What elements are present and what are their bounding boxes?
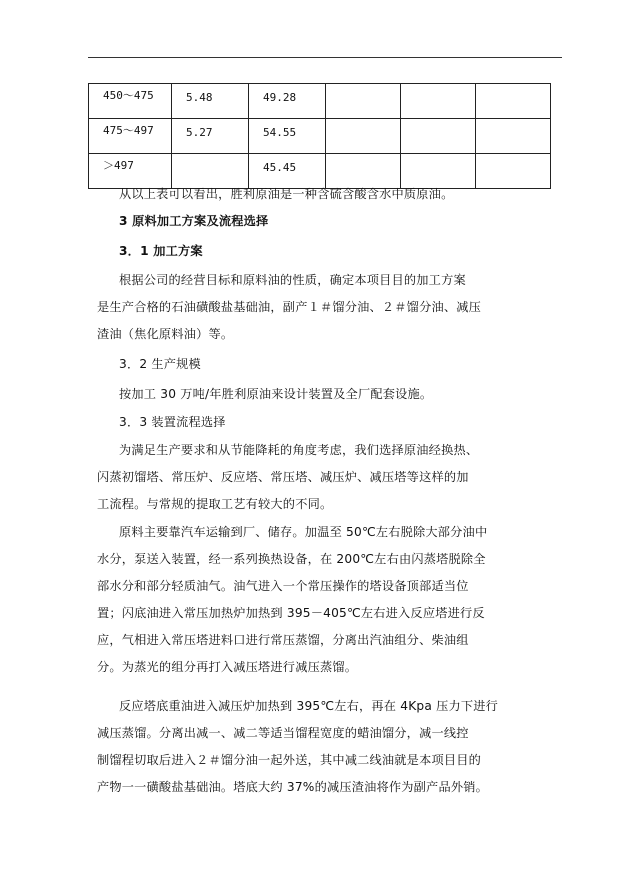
cell-text: 5.48	[186, 90, 213, 104]
table-cell	[326, 119, 401, 154]
heading-text: 3．1 加工方案	[119, 244, 203, 258]
text-line: 反应塔底重油进入减压炉加热到 395℃左右，再在 4Kpa 压力下进行	[119, 699, 499, 713]
cell-text: 5.27	[186, 125, 213, 139]
cell-text: 49.28	[263, 90, 297, 104]
text-line: 根据公司的经营目标和原料油的性质，确定本项目目的加工方案	[119, 273, 466, 287]
section-3-1-heading	[97, 238, 557, 265]
text-line: 工流程。与常规的提取工艺有较大的不同。	[97, 497, 333, 511]
text-line: 产物一一磺酸盐基础油。塔底大约 37%的减压渣油将作为副产品外销。	[97, 780, 488, 794]
heading-text: 3．3 装置流程选择	[119, 415, 226, 429]
section-3-1-paragraph	[97, 267, 557, 348]
text-line: 从以上表可以看出，胜利原油是一种含硫含酸含水中质原油。	[119, 187, 454, 201]
heading-text: 3 原料加工方案及流程选择	[119, 214, 269, 228]
table-row	[89, 119, 551, 154]
table-cell	[476, 84, 551, 119]
section-3-2-heading	[97, 351, 557, 378]
text-line: 减压蒸馏。分离出减一、减二等适当馏程宽度的蜡油馏分，减一线控	[97, 726, 469, 740]
text-line: 渣油（焦化原料油）等。	[97, 327, 234, 341]
text-line: 原料主要靠汽车运输到厂、储存。加温至 50℃左右脱除大部分油中	[119, 525, 488, 539]
table-cell	[326, 84, 401, 119]
text-line: 制馏程切取后进入２＃馏分油一起外送，其中减二线油就是本项目目的	[97, 753, 482, 767]
table-cell	[249, 119, 326, 154]
table-cell	[401, 84, 476, 119]
section-3-3-paragraph-3	[97, 693, 557, 801]
text-line: 置；闪底油进入常压加热炉加热到 395－405℃左右进入反应塔进行反	[97, 606, 485, 620]
cell-text: ＞497	[103, 159, 134, 172]
text-line: 应，气相进入常压塔进料口进行常压蒸馏，分离出汽油组分、柴油组	[97, 633, 469, 647]
text-line: 部水分和部分轻质油气。油气进入一个常压操作的塔设备顶部适当位	[97, 579, 469, 593]
table-cell	[89, 84, 172, 119]
cell-text: 45.45	[263, 160, 297, 174]
header-rule	[88, 57, 562, 58]
section-3-2-paragraph	[97, 381, 557, 408]
table-cell	[89, 119, 172, 154]
table-cell	[249, 84, 326, 119]
section-3-heading	[97, 208, 557, 235]
text-line: 是生产合格的石油磺酸盐基础油，副产１＃馏分油、２＃馏分油、减压	[97, 300, 482, 314]
cell-text: 450～475	[103, 89, 154, 102]
text-line: 为满足生产要求和从节能降耗的角度考虑，我们选择原油经换热、	[119, 443, 479, 457]
cell-text: 475～497	[103, 124, 154, 137]
distillation-data-table	[88, 83, 551, 189]
section-3-3-heading	[97, 409, 557, 436]
text-line: 闪蒸初馏塔、常压炉、反应塔、常压塔、减压炉、减压塔等这样的加	[97, 470, 469, 484]
table-cell	[401, 119, 476, 154]
text-line: 分。为蒸光的组分再打入减压塔进行减压蒸馏。	[97, 660, 358, 674]
summary-paragraph	[97, 181, 557, 208]
section-3-3-paragraph-1	[97, 437, 557, 518]
table-row	[89, 84, 551, 119]
heading-text: 3．2 生产规模	[119, 357, 201, 371]
text-line: 按加工 30 万吨/年胜利原油来设计装置及全厂配套设施。	[119, 387, 433, 401]
table-cell	[172, 84, 249, 119]
table-cell	[172, 119, 249, 154]
cell-text: 54.55	[263, 125, 297, 139]
text-line: 水分，泵送入装置，经一系列换热设备，在 200℃左右由闪蒸塔脱除全	[97, 552, 486, 566]
table-cell	[476, 119, 551, 154]
section-3-3-paragraph-2	[97, 519, 557, 681]
